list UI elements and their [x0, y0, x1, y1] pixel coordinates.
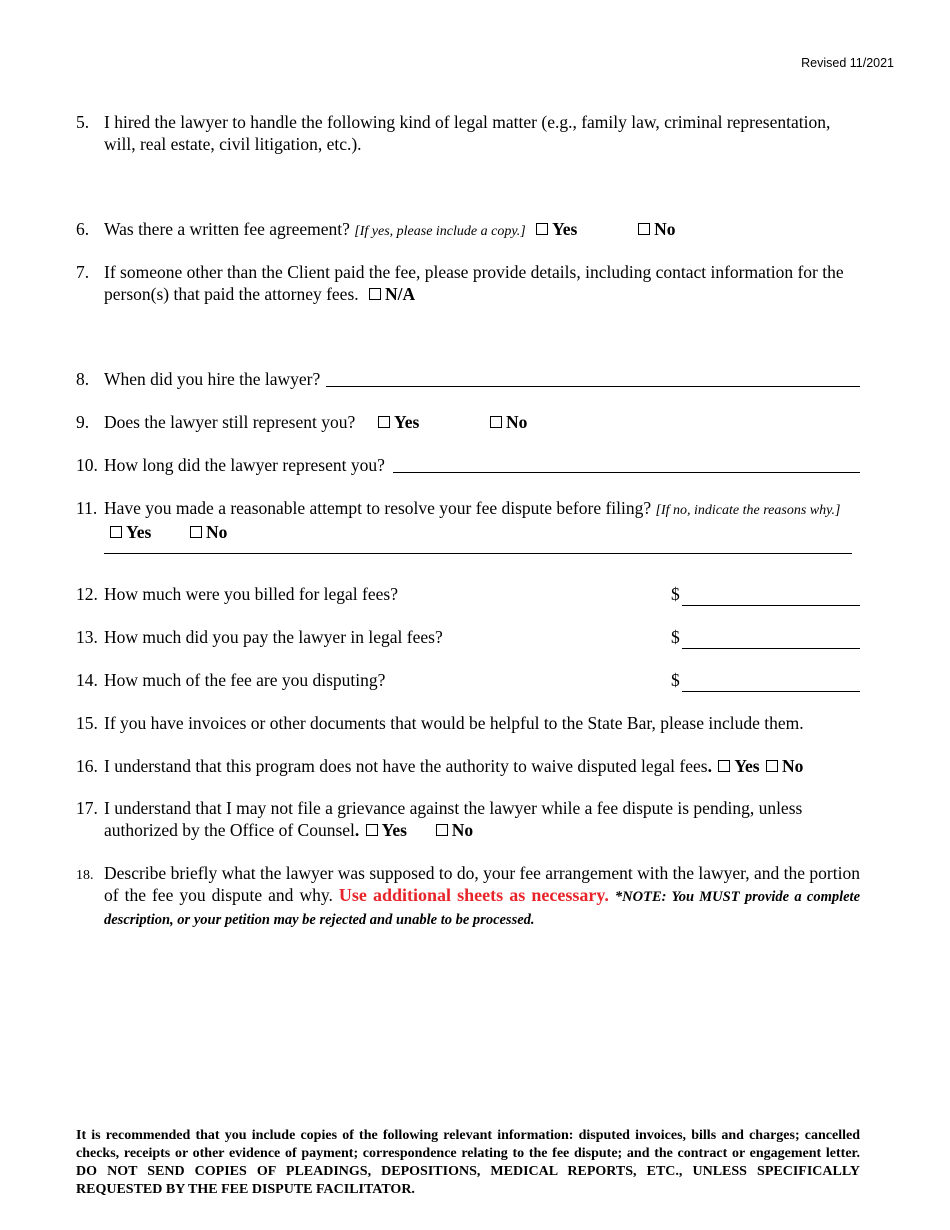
- question-15: [76, 713, 860, 735]
- yes-checkbox[interactable]: [110, 526, 122, 538]
- question-number: 5.: [76, 112, 90, 132]
- no-label: No: [206, 521, 228, 542]
- question-text: I hired the lawyer to handle the following kind of legal matter (e.g., family law, criminal representation, will, real estate, civil litigation, etc.).: [104, 112, 831, 154]
- question-note: [If no, indicate the reasons why.]: [655, 503, 841, 518]
- question-text: I understand that this program does not have the authority to waive disputed legal fees: [104, 756, 708, 776]
- recommended-documents-note: It is recommended that you include copies of the following relevant information: disputed invoices, bills and charges; cancelled checks, receipts or other evidence of payment; correspondence relating to the fee dispute; and the contract or engagement letter. DO NOT SEND COPIES OF PLEADINGS, DEPOSITIONS, MEDICAL REPORTS, ETC., UNLESS SPECIFICALLY REQUESTED BY THE FEE DISPUTE FACILITATOR.: [76, 1128, 860, 1197]
- question-14: [76, 670, 860, 692]
- no-label: No: [782, 756, 804, 776]
- yes-checkbox[interactable]: [366, 824, 378, 836]
- currency-symbol: $: [671, 670, 680, 690]
- question-number: 13.: [76, 627, 98, 647]
- question-17: [76, 798, 860, 841]
- yes-label: Yes: [394, 412, 420, 432]
- question-number: 9.: [76, 412, 90, 432]
- question-12: [76, 584, 860, 606]
- question-11: [76, 498, 860, 554]
- yes-checkbox[interactable]: [378, 416, 390, 428]
- yes-label: Yes: [381, 819, 407, 840]
- question-text: When did you hire the lawyer?: [104, 369, 321, 389]
- representation-length-field[interactable]: [393, 455, 860, 473]
- period: .: [707, 756, 712, 776]
- currency-symbol: $: [671, 627, 680, 647]
- question-text: If someone other than the Client paid the fee, please provide details, including contact information for the person(s) that paid the attorney fees.: [104, 262, 844, 304]
- question-text: Describe briefly what the lawyer was supposed to do, your fee arrangement with the lawyer, and the portion of the fee you dispute and why.: [104, 863, 860, 905]
- revision-date: Revised 11/2021: [801, 56, 894, 70]
- question-text: How much were you billed for legal fees?: [104, 584, 398, 604]
- no-checkbox[interactable]: [490, 416, 502, 428]
- no-checkbox[interactable]: [766, 760, 778, 772]
- question-number: 10.: [76, 455, 98, 475]
- yes-label: Yes: [126, 521, 152, 542]
- yes-checkbox[interactable]: [536, 223, 548, 235]
- question-16: [76, 756, 860, 778]
- question-5: [76, 112, 860, 155]
- question-6: [76, 219, 860, 243]
- question-text: How much did you pay the lawyer in legal fees?: [104, 627, 443, 647]
- question-number: 11.: [76, 498, 98, 518]
- paid-amount-field[interactable]: [682, 631, 860, 649]
- question-text: I understand that I may not file a grievance against the lawyer while a fee dispute is pending, unless authorized by the Office of Counsel: [104, 798, 803, 840]
- na-checkbox[interactable]: [369, 288, 381, 300]
- question-number: 16.: [76, 756, 98, 776]
- question-number: 18.: [76, 868, 94, 883]
- question-text: How much of the fee are you disputing?: [104, 670, 386, 690]
- question-9: [76, 412, 860, 434]
- question-number: 14.: [76, 670, 98, 690]
- question-text: Does the lawyer still represent you?: [104, 412, 356, 432]
- no-label: No: [451, 819, 474, 840]
- additional-sheets-note: Use additional sheets as necessary.: [338, 884, 609, 905]
- question-text: How long did the lawyer represent you?: [104, 455, 385, 475]
- hire-date-field[interactable]: [326, 369, 860, 387]
- question-text: If you have invoices or other documents that would be helpful to the State Bar, please include them.: [104, 713, 804, 733]
- question-13: [76, 627, 860, 649]
- question-text: Was there a written fee agreement?: [104, 219, 350, 239]
- no-label: No: [654, 219, 676, 239]
- question-number: 17.: [76, 798, 98, 818]
- no-checkbox[interactable]: [190, 526, 202, 538]
- na-label: N/A: [385, 283, 416, 304]
- reasons-field[interactable]: [104, 543, 852, 554]
- yes-label: Yes: [552, 219, 578, 239]
- no-checkbox[interactable]: [436, 824, 448, 836]
- question-8: [76, 369, 860, 391]
- question-7: [76, 262, 860, 305]
- question-number: 12.: [76, 584, 98, 604]
- question-number: 6.: [76, 219, 90, 239]
- disputed-amount-field[interactable]: [682, 674, 860, 692]
- currency-symbol: $: [671, 584, 680, 604]
- question-note: [If yes, please include a copy.]: [354, 224, 526, 239]
- billed-amount-field[interactable]: [682, 588, 860, 606]
- question-10: [76, 455, 860, 477]
- no-label: No: [506, 412, 528, 432]
- question-text: Have you made a reasonable attempt to resolve your fee dispute before filing?: [104, 498, 652, 518]
- question-number: 8.: [76, 369, 90, 389]
- question-18: [76, 863, 860, 932]
- no-checkbox[interactable]: [638, 223, 650, 235]
- yes-checkbox[interactable]: [718, 760, 730, 772]
- question-number: 7.: [76, 262, 90, 282]
- yes-label: Yes: [734, 756, 760, 776]
- period: .: [354, 819, 360, 840]
- description-warning: *NOTE: You MUST provide a complete description, or your petition may be rejected and unable to be processed.: [104, 888, 861, 928]
- question-number: 15.: [76, 713, 98, 733]
